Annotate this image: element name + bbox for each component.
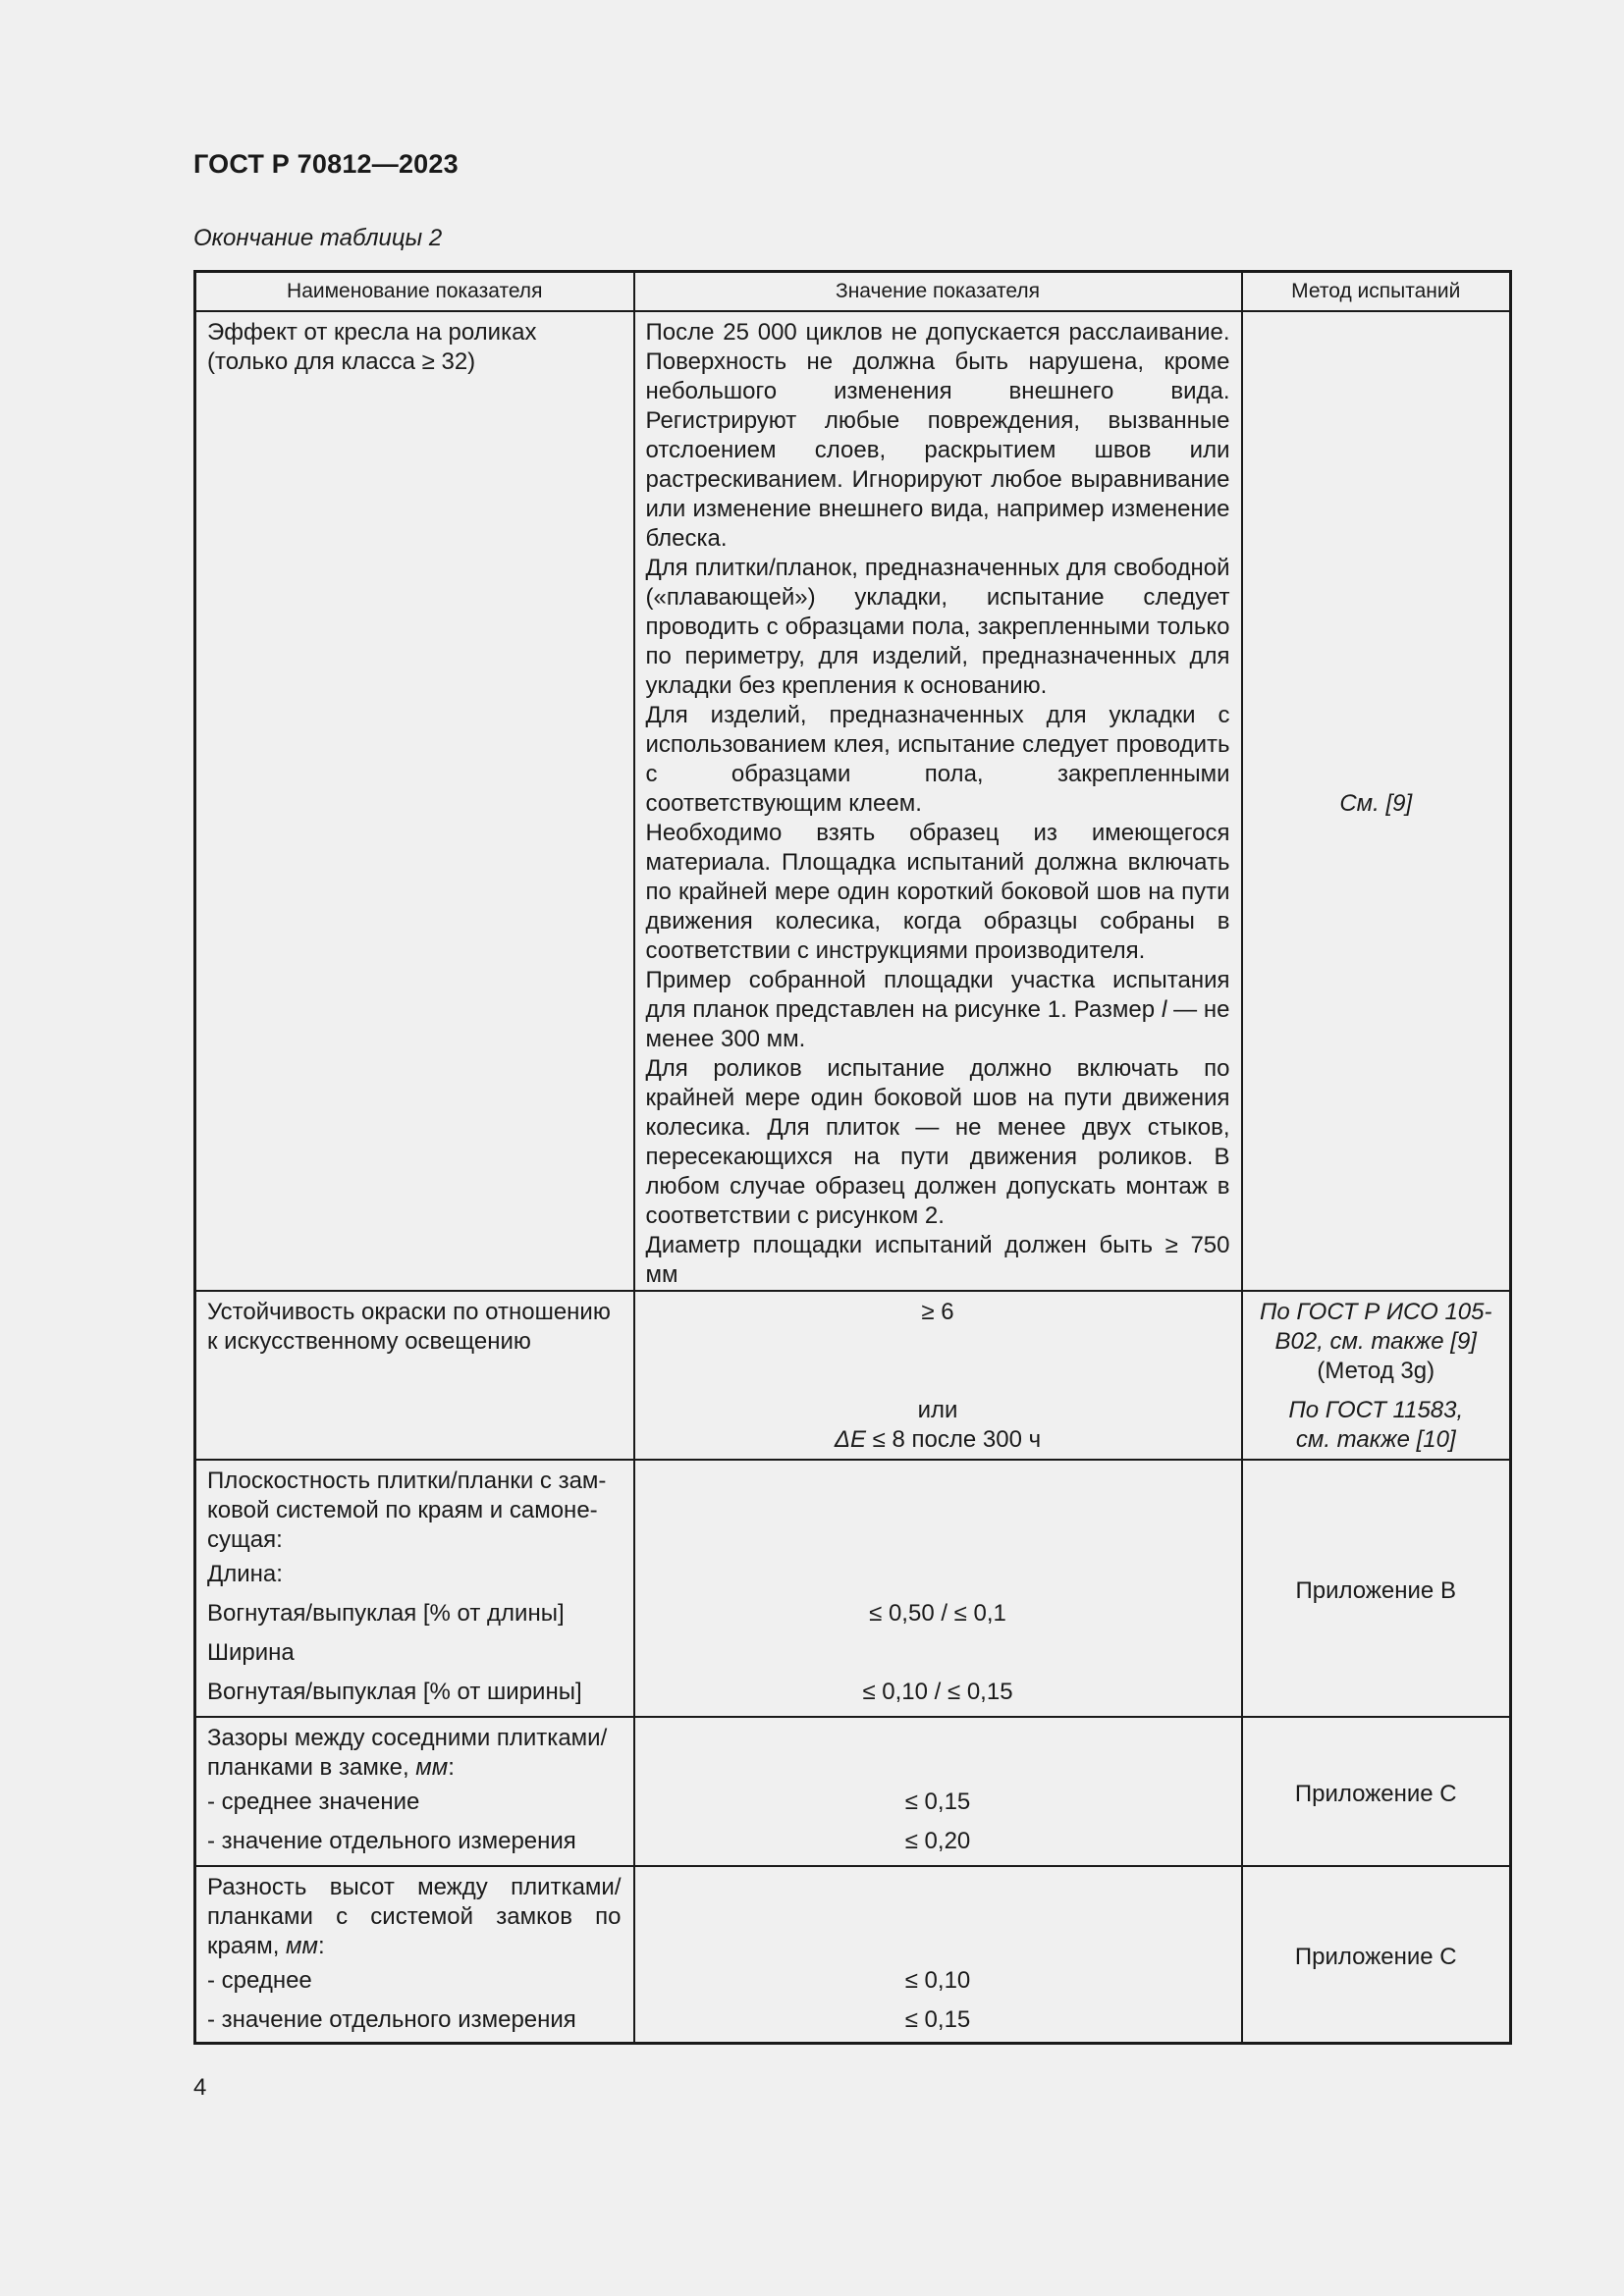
sub-indicator-label: - среднее значение	[207, 1789, 420, 1815]
name-text: планками в замке,	[207, 1754, 416, 1781]
name-text: :	[448, 1754, 455, 1781]
indicator-value-cell	[634, 1291, 1242, 1460]
name-text: :	[317, 1933, 325, 1959]
sub-indicator-label: - среднее	[207, 1967, 312, 1994]
page-number: 4	[193, 2074, 207, 2101]
value-paragraph: После 25 000 циклов не допускается расслаивание. Поверхность не должна быть нарушена, кроме небольшого изменения внешнего вида. Регистрируют любые повреждения, вызванные отслоением слоев, раскрытием швов или растрескиванием. Игнорируют любое выравнивание или изменение внешнего вида, например изменение блеска.	[645, 319, 1230, 552]
value-text: ≤ 8 после 300 ч	[866, 1426, 1042, 1453]
indicator-value-cell	[634, 311, 1242, 1291]
table-header-row	[195, 272, 1511, 312]
table-row	[195, 311, 1511, 1291]
test-method: По ГОСТ Р ИСО 105-	[1260, 1299, 1492, 1325]
indicator-value: ≤ 0,50 / ≤ 0,1	[869, 1600, 1006, 1627]
sub-indicator-label: Вогнутая/выпуклая [% от ширины]	[207, 1679, 582, 1705]
indicator-name: Зазоры между соседними плитками/	[207, 1725, 608, 1751]
sub-indicator-label: Ширина	[207, 1639, 295, 1666]
indicator-name: ковой системой по краям и самоне-	[207, 1497, 598, 1523]
column-header-name: Наименование показателя	[195, 272, 634, 312]
alternative-separator: или	[917, 1397, 958, 1423]
indicator-name: Плоскостность плитки/планки с зам-	[207, 1468, 607, 1494]
column-header-method: Метод испытаний	[1242, 272, 1511, 312]
unit-label: мм	[415, 1754, 449, 1781]
indicator-name: к искусственному освещению	[207, 1328, 531, 1355]
indicator-name-condition: (только для класса ≥ 32)	[207, 348, 476, 375]
value-paragraph: Для изделий, предназначенных для укладки с использованием клея, испытание следует проводить с образцами пола, закрепленными соответствующим клеем.	[645, 702, 1230, 817]
sub-indicator-label: Длина:	[207, 1561, 283, 1587]
indicator-value: ≤ 0,15	[904, 1789, 971, 1815]
indicator-value: ≤ 0,15	[904, 2006, 971, 2033]
test-method: По ГОСТ 11583,	[1288, 1397, 1464, 1423]
table-row	[195, 1460, 1511, 1717]
indicator-name: Устойчивость окраски по отношению	[207, 1299, 611, 1325]
indicator-name: сущая:	[207, 1526, 283, 1553]
indicator-name	[207, 1873, 622, 1961]
indicator-name	[207, 1753, 622, 1783]
sub-indicator-label: - значение отдельного измерения	[207, 2006, 576, 2033]
sub-indicator-label: Вогнутая/выпуклая [% от длины]	[207, 1600, 565, 1627]
delta-e-symbol: ΔE	[834, 1426, 866, 1453]
test-method-cell: См. [9]	[1242, 311, 1511, 1291]
sub-indicator-label: - значение отдельного измерения	[207, 1828, 576, 1854]
indicator-name-cell	[195, 311, 634, 1291]
indicator-name-cell	[195, 1291, 634, 1460]
value-text: Пример собранной площадки участка испытания для планок представлен на рисунке 1. Размер	[645, 967, 1230, 1023]
indicator-value-cell	[634, 1717, 1242, 1866]
test-method-cell	[1242, 1291, 1511, 1460]
document-code: ГОСТ Р 70812—2023	[193, 149, 459, 179]
indicator-value: ≤ 0,10 / ≤ 0,15	[862, 1679, 1013, 1705]
requirements-table	[193, 270, 1512, 2045]
test-method-cell: Приложение С	[1242, 1866, 1511, 2043]
table-caption: Окончание таблицы 2	[193, 225, 443, 251]
indicator-value-cell	[634, 1460, 1242, 1717]
table-row	[195, 1717, 1511, 1866]
table-row	[195, 1866, 1511, 2043]
table-row	[195, 1291, 1511, 1460]
value-paragraph: Диаметр площадки испытаний должен быть ≥ 750 мм	[645, 1232, 1230, 1288]
unit-label: мм	[286, 1933, 318, 1959]
indicator-value: ≥ 6	[921, 1299, 954, 1325]
test-method-cell: Приложение В	[1242, 1460, 1511, 1717]
value-paragraph	[646, 966, 1230, 1054]
indicator-name-cell	[195, 1717, 634, 1866]
name-text: Разность высот между плитками/ планками с системой замков по краям,	[207, 1874, 622, 1959]
value-text: — не менее 300 мм.	[645, 996, 1230, 1052]
dimension-symbol: l	[1161, 996, 1167, 1023]
value-paragraph: Для роликов испытание должно включать по крайней мере один боковой шов на пути движения колесика. Для плиток — не менее двух стыков, пересекающихся на пути движения роликов. В любом случае образец должен допускать монтаж в соответствии с рисунком 2.	[645, 1055, 1230, 1229]
indicator-name: Эффект от кресла на роликах	[207, 319, 537, 346]
test-method-cell: Приложение С	[1242, 1717, 1511, 1866]
value-paragraph: Необходимо взять образец из имеющегося материала. Площадка испытаний должна включать по крайней мере один короткий боковой шов на пути движения колесика, когда образцы собраны в соответствии с инструкциями производителя.	[645, 820, 1230, 964]
indicator-name-cell	[195, 1460, 634, 1717]
test-method: В02, см. также [9]	[1274, 1328, 1477, 1355]
indicator-value: ≤ 0,10	[904, 1967, 971, 1994]
value-paragraph: Для плитки/планок, предназначенных для свободной («плавающей») укладки, испытание следует проводить с образцами пола, закрепленными только по периметру, для изделий, предназначенных для укладки без крепления к основанию.	[645, 555, 1230, 699]
indicator-value	[646, 1425, 1230, 1455]
test-method-note: (Метод 3g)	[1317, 1358, 1435, 1384]
test-method: см. также [10]	[1295, 1426, 1456, 1453]
indicator-value-cell	[634, 1866, 1242, 2043]
column-header-value: Значение показателя	[634, 272, 1242, 312]
indicator-value: ≤ 0,20	[904, 1828, 971, 1854]
indicator-name-cell	[195, 1866, 634, 2043]
